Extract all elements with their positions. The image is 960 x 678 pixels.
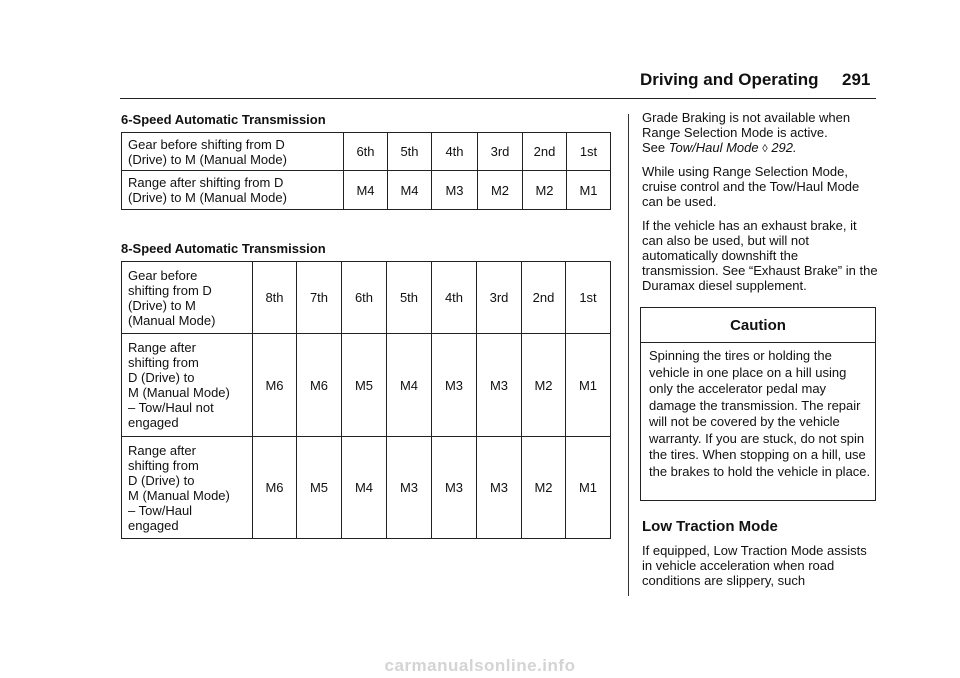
gear-cell: 1st xyxy=(567,133,611,171)
low-traction-mode-paragraph: If equipped, Low Traction Mode assists in vehicle acceleration when road conditions are slippery, such xyxy=(642,543,867,588)
range-cell: M2 xyxy=(523,171,567,210)
range-cell: M1 xyxy=(567,171,611,210)
range-cell: M1 xyxy=(566,437,611,539)
range-cell: M6 xyxy=(253,334,297,437)
range-cell: M4 xyxy=(342,437,387,539)
range-cell: M2 xyxy=(522,334,566,437)
range-cell: M3 xyxy=(387,437,432,539)
row-label: Range after shifting from D (Drive) to M (Manual Mode) – Tow/Haul engaged xyxy=(122,437,253,539)
caution-divider xyxy=(641,342,875,343)
table-row xyxy=(122,262,611,334)
range-cell: M2 xyxy=(522,437,566,539)
gear-cell: 4th xyxy=(432,133,478,171)
range-cell: M4 xyxy=(388,171,432,210)
gear-cell: 3rd xyxy=(478,133,523,171)
watermark: carmanualsonline.info xyxy=(384,656,576,675)
range-cell: M4 xyxy=(387,334,432,437)
table-row xyxy=(122,171,611,210)
range-selection-paragraph: While using Range Selection Mode, cruise control and the Tow/Haul Mode can be used. xyxy=(642,164,860,209)
range-cell: M3 xyxy=(477,334,522,437)
range-cell: M3 xyxy=(432,334,477,437)
caution-box xyxy=(640,307,876,501)
gear-cell: 6th xyxy=(344,133,388,171)
gear-cell: 5th xyxy=(388,133,432,171)
gear-cell: 8th xyxy=(253,262,297,334)
row-label: Range after shifting from D (Drive) to M (Manual Mode) – Tow/Haul not engaged xyxy=(122,334,253,437)
range-cell: M2 xyxy=(478,171,523,210)
range-cell: M5 xyxy=(342,334,387,437)
range-cell: M6 xyxy=(297,334,342,437)
range-cell: M6 xyxy=(253,437,297,539)
gear-cell: 4th xyxy=(432,262,477,334)
range-cell: M3 xyxy=(432,437,477,539)
exhaust-brake-paragraph: If the vehicle has an exhaust brake, it can also be used, but will not automatically downshift the transmission. See “Exhaust Brake” in the Duramax diesel supplement. xyxy=(642,218,878,293)
table-row xyxy=(122,334,611,437)
header-divider xyxy=(120,98,876,99)
range-cell: M4 xyxy=(344,171,388,210)
gear-cell: 2nd xyxy=(523,133,567,171)
grade-braking-paragraph: Grade Braking is not available when Range Selection Mode is active. See Tow/Haul Mode ◊ 292. xyxy=(642,110,851,155)
page-number: 291 xyxy=(842,70,871,89)
range-cell: M3 xyxy=(477,437,522,539)
row-label: Range after shifting from D (Drive) to M (Manual Mode) xyxy=(122,171,344,210)
tow-haul-page-link[interactable]: 292. xyxy=(771,140,797,155)
range-cell: M1 xyxy=(566,334,611,437)
page-reference-icon: ◊ xyxy=(762,143,768,155)
eight-speed-heading: 8-Speed Automatic Transmission xyxy=(121,241,326,256)
table-row xyxy=(122,133,611,171)
gear-cell: 3rd xyxy=(477,262,522,334)
six-speed-table xyxy=(121,132,611,210)
table-row xyxy=(122,437,611,539)
gear-cell: 7th xyxy=(297,262,342,334)
caution-title: Caution xyxy=(730,317,786,334)
gear-cell: 5th xyxy=(387,262,432,334)
eight-speed-table xyxy=(121,261,611,539)
gear-cell: 2nd xyxy=(522,262,566,334)
low-traction-mode-heading: Low Traction Mode xyxy=(642,518,778,535)
six-speed-heading: 6-Speed Automatic Transmission xyxy=(121,112,326,127)
column-divider xyxy=(628,114,629,596)
gear-cell: 1st xyxy=(566,262,611,334)
range-cell: M3 xyxy=(432,171,478,210)
gear-cell: 6th xyxy=(342,262,387,334)
caution-text: Spinning the tires or holding the vehicle in one place on a hill using only the accelerator pedal may damage the transmission. The repair will not be covered by the vehicle warranty. If you are stuck, do not spin the tires. When stopping on a hill, use the brakes to hold the vehicle in place. xyxy=(649,348,871,479)
range-cell: M5 xyxy=(297,437,342,539)
row-label: Gear before shifting from D (Drive) to M (Manual Mode) xyxy=(122,133,344,171)
tow-haul-mode-link[interactable]: Tow/Haul Mode xyxy=(668,140,759,155)
row-label: Gear before shifting from D (Drive) to M (Manual Mode) xyxy=(122,262,253,334)
section-title: Driving and Operating xyxy=(640,70,819,89)
